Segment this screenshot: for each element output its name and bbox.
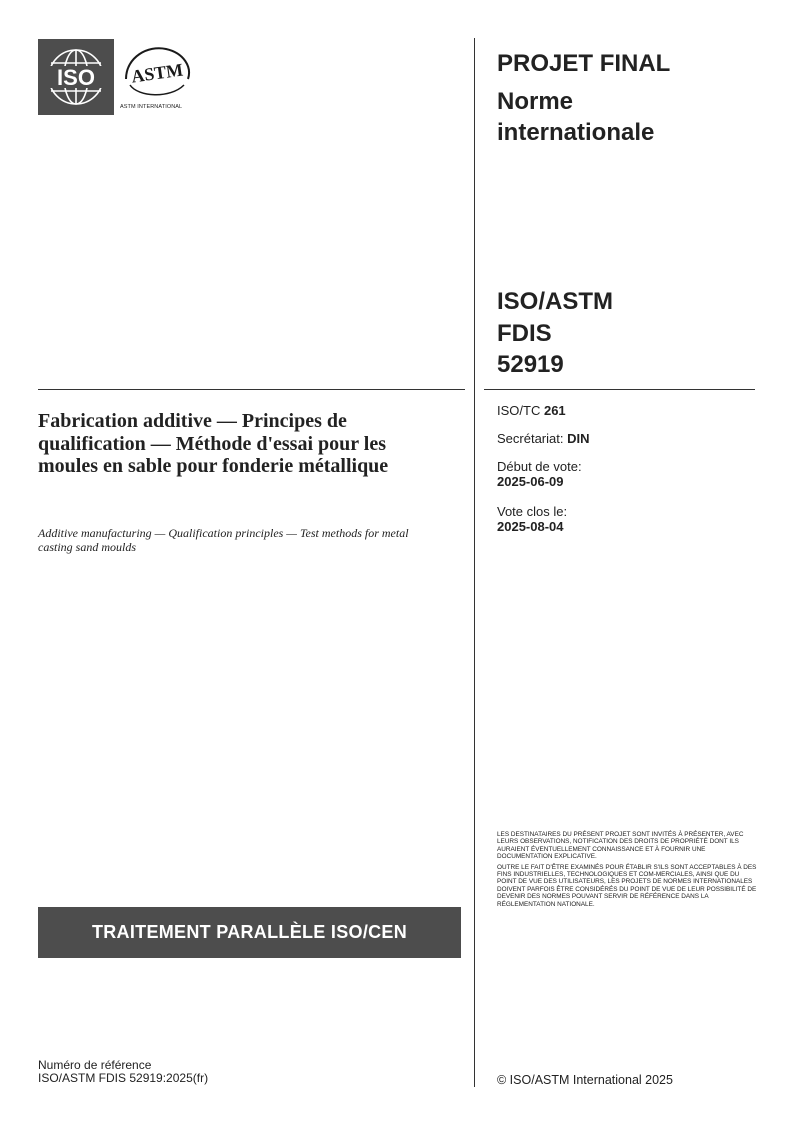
french-title: Fabrication additive — Principes de qualification — Méthode d'essai pour les moules en sable pour fonderie métallique bbox=[38, 410, 389, 477]
vertical-divider bbox=[474, 38, 475, 1087]
left-horizontal-divider bbox=[38, 389, 465, 390]
designation-line-3: 52919 bbox=[497, 351, 564, 378]
iso-globe-icon bbox=[38, 39, 114, 115]
astm-logo-text: ASTM bbox=[130, 59, 185, 87]
vote-end-label: Vote clos le: bbox=[497, 504, 568, 519]
document-status: PROJET FINAL bbox=[497, 50, 671, 77]
reference-label: Numéro de référence bbox=[38, 1058, 152, 1072]
technical-committee bbox=[497, 403, 566, 418]
tc-number: 261 bbox=[543, 403, 566, 418]
document-type: Norme internationale bbox=[497, 88, 655, 146]
secretariat-label: Secrétariat: bbox=[497, 431, 564, 446]
vote-start-label: Début de vote: bbox=[497, 459, 582, 474]
vote-start bbox=[497, 459, 582, 489]
reference-number: ISO/ASTM FDIS 52919:2025(fr) bbox=[38, 1071, 209, 1085]
english-title: Additive manufacturing — Qualification principles — Test methods for metal casting sand moulds bbox=[38, 526, 409, 554]
vote-end bbox=[497, 504, 567, 534]
designation-line-2: FDIS bbox=[497, 319, 552, 347]
secretariat-value: DIN bbox=[567, 431, 590, 446]
right-horizontal-divider bbox=[484, 389, 755, 390]
secretariat bbox=[497, 431, 590, 446]
document-designation bbox=[497, 286, 613, 381]
astm-caption: ASTM INTERNATIONAL bbox=[120, 104, 183, 110]
recipient-notice bbox=[497, 831, 759, 911]
copyright: © ISO/ASTM International 2025 bbox=[497, 1073, 673, 1087]
vote-end-date: 2025-08-04 bbox=[497, 519, 564, 534]
tc-label: ISO/TC bbox=[497, 403, 541, 418]
banner-text: TRAITEMENT PARALLÈLE ISO/CEN bbox=[91, 922, 408, 942]
parallel-processing-banner bbox=[38, 907, 461, 958]
notice-paragraph-2: OUTRE LE FAIT D'ÊTRE EXAMINÉS POUR ÉTABLIR S'ILS SONT ACCEPTABLES À DES FINS INDUSTRIELLES, TECHNOLOGIQUES ET COM-MERCIALES, AINSI QUE DU POINT DE VUE DES UTILISATEURS, LES PROJETS DE NORMES INTERNATIONALES DOIVENT PARFOIS ÊTRE CONSIDÉRÉS DU POINT DE VUE DE LEUR POSSIBILITÉ DE DEVENIR DES NORMES POUVANT SERVIR DE RÉFÉRENCE DANS LA RÉGLEMENTATION NATIONALE. bbox=[497, 863, 757, 908]
astm-seal-icon bbox=[118, 39, 198, 105]
designation-line-1: ISO/ASTM bbox=[497, 288, 614, 315]
iso-logo bbox=[38, 39, 114, 115]
iso-logo-text: ISO bbox=[57, 65, 95, 90]
vote-start-date: 2025-06-09 bbox=[497, 474, 564, 489]
notice-paragraph-1: LES DESTINATAIRES DU PRÉSENT PROJET SONT INVITÉS À PRÉSENTER, AVEC LEURS OBSERVATIONS, NOTIFICATION DES DROITS DE PROPRIÉTÉ DONT ILS AURAIENT ÉVENTUELLEMENT CONNAISSANCE ET À FOURNIR UNE DOCUMENTATION EXPLICATIVE. bbox=[497, 831, 744, 861]
